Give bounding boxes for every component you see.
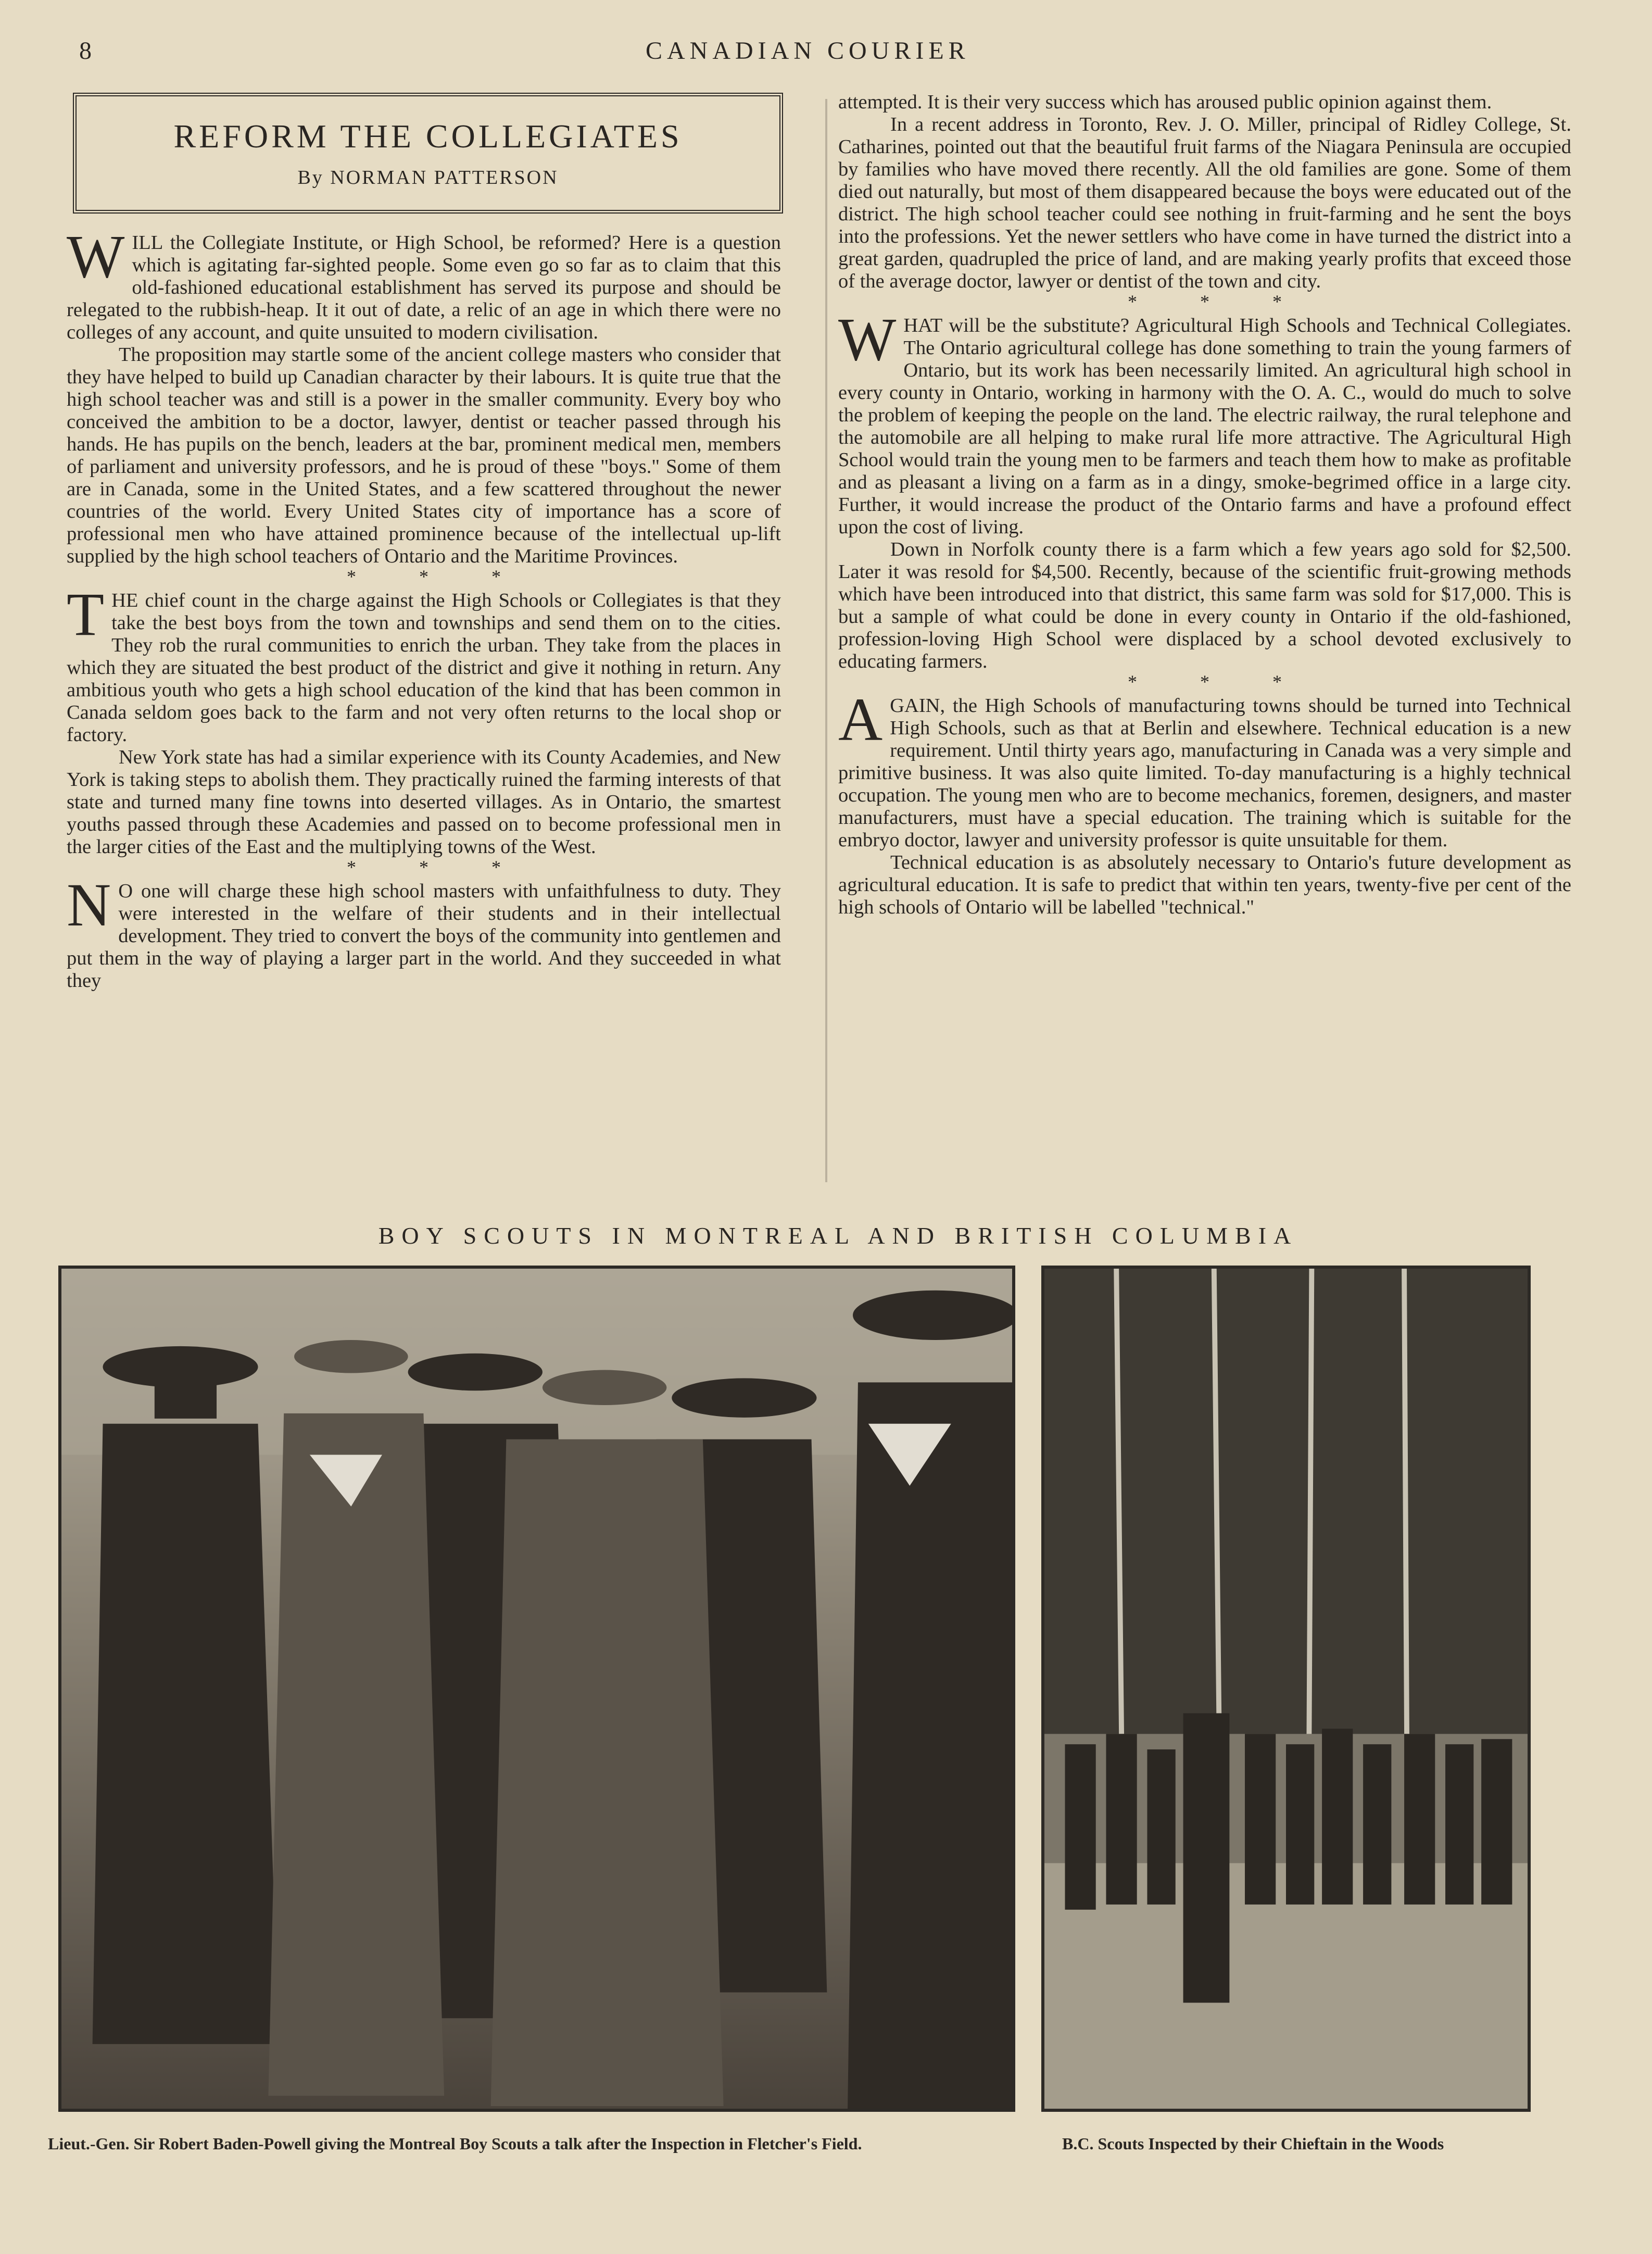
paragraph: In a recent address in Toronto, Rev. J. O. Miller, principal of Ridley College, St. Catharines, pointed out that the beautiful fruit farms of the Niagara Peninsula are occupied by families who have moved there recently. All the old families are gone. Some of them died out naturally, but most of them disappeared because the boys were educated out of the district. The high school teacher could see nothing in fruit-farming and he sent the boys into the professions. Yet the newer settlers who have come in have turned the district into a great garden, quadrupled the price of land, and are making yearly profits that exceed those of the average doctor, lawyer or dentist of the town and city. bbox=[838, 114, 1571, 292]
paragraph: NO one will charge these high school masters with unfaithfulness to duty. They were interested in the welfare of their students and in their intellectual development. They tried to convert the boys of the community into gentlemen and put them in the way of playing a larger part in the world. And they succeeded in what they bbox=[67, 871, 781, 992]
bc-scouts-photo bbox=[1041, 1266, 1531, 2112]
page-number: 8 bbox=[79, 37, 92, 65]
right-photo-caption: B.C. Scouts Inspected by their Chieftain in the Woods bbox=[1062, 2134, 1444, 2153]
article-column-left bbox=[67, 222, 781, 992]
article-title-box bbox=[73, 93, 783, 214]
montreal-scouts-photo bbox=[58, 1266, 1015, 2112]
running-head: CANADIAN COURIER bbox=[646, 37, 970, 65]
article-byline: By NORMAN PATTERSON bbox=[297, 167, 559, 189]
article-column-right bbox=[838, 91, 1571, 919]
paragraph: Technical education is as absolutely necessary to Ontario's future development as agricultural education. It is safe to predict that within ten years, twenty-five per cent of the high schools of Ontario will be labelled "technical." bbox=[838, 851, 1571, 918]
column-divider bbox=[825, 99, 827, 1182]
paragraph: WHAT will be the substitute? Agricultural High Schools and Technical Collegiates. The Ontario agricultural college has done something to train the young farmers of Ontario, but its work has been necessarily limited. An agricultural high school in every county in Ontario, working in harmony with the O. A. C., would do much to solve the problem of keeping the people on the land. The electric railway, the rural telephone and the automobile are all helping to make rural life more attractive. The Agricultural High School would train the young men to be farmers and teach them how to make as profitable and as pleasant a living on a farm as in a dingy, smoke-begrimed office in a large city. Further, it would increase the product of the Ontario farms and have a profound effect upon the cost of living. bbox=[838, 305, 1571, 538]
section-separator: * * * bbox=[347, 857, 530, 878]
section-separator: * * * bbox=[347, 566, 530, 587]
left-photo-caption: Lieut.-Gen. Sir Robert Baden-Powell giving the Montreal Boy Scouts a talk after the Inspection in Fletcher's Field. bbox=[48, 2134, 862, 2153]
section-separator: * * * bbox=[1128, 291, 1311, 312]
article-title: REFORM THE COLLEGIATES bbox=[173, 118, 683, 155]
paragraph: AGAIN, the High Schools of manufacturing towns should be turned into Technical High Schools, such as that at Berlin and elsewhere. Technical education is a new requirement. Until thirty years ago, manufacturing in Canada was a very simple and primitive business. It was also quite limited. To-day manufacturing is a highly technical occupation. The young men who are to become mechanics, foremen, designers, and master manufacturers, must have a special education. The training which is suitable for the embryo doctor, lawyer and university professor is quite unsuitable for them. bbox=[838, 685, 1571, 851]
paragraph: New York state has had a similar experience with its County Academies, and New York is taking steps to abolish them. They practically ruined the farming interests of that state and turned many fine towns into deserted villages. As in Ontario, the smartest youths passed through these Academies and passed on to become professional men in the larger cities of the East and the multiplying towns of the West. bbox=[67, 746, 781, 858]
paragraph: Down in Norfolk county there is a farm which a few years ago sold for $2,500. Later it was resold for $4,500. Recently, because of the scientific fruit-growing methods which have been introduced into that district, this same farm was sold for $17,000. This is but a sample of what could be done in every county in Ontario if the old-fashioned, profession-loving High School were displaced by a school devoted exclusively to educating farmers. bbox=[838, 539, 1571, 672]
photo-section-banner: BOY SCOUTS IN MONTREAL AND BRITISH COLUMBIA bbox=[378, 1222, 1298, 1249]
paragraph: THE chief count in the charge against the High Schools or Collegiates is that they take the best boys from the town and townships and send them on to the cities. They rob the rural communities to enrich the urban. They take from the places in which they are situated the best product of the district and give it nothing in return. Any ambitious youth who gets a high school education of the kind that has been common in Canada seldom goes back to the farm and not very often returns to the local shop or factory. bbox=[67, 580, 781, 746]
paragraph: The proposition may startle some of the ancient college masters who consider that they have helped to build up Canadian character by their labours. It is quite true that the high school teacher was and still is a power in the smaller community. Every boy who conceived the ambition to be a doctor, lawyer, dentist or teacher passed through his hands. He has pupils on the bench, leaders at the bar, prominent medical men, members of parliament and university professors, and he is proud of these "boys." Some of them are in Canada, some in the United States, and a few scattered throughout the newer countries of the world. Every United States city of importance has a score of professional men who have attained prominence because of the intellectual up-lift supplied by the high school teachers of Ontario and the Maritime Provinces. bbox=[67, 344, 781, 567]
section-separator: * * * bbox=[1128, 671, 1311, 692]
paragraph: WILL the Collegiate Institute, or High School, be reformed? Here is a question which is agitating far-sighted people. Some even go so far as to claim that this old-fashioned educational establishment has served its purpose and should be relegated to the rubbish-heap. It it out of date, a relic of an age in which there were no colleges of any account, and quite unsuited to modern civilisation. bbox=[67, 222, 781, 343]
paragraph: attempted. It is their very success which has aroused public opinion against them. bbox=[838, 91, 1492, 113]
